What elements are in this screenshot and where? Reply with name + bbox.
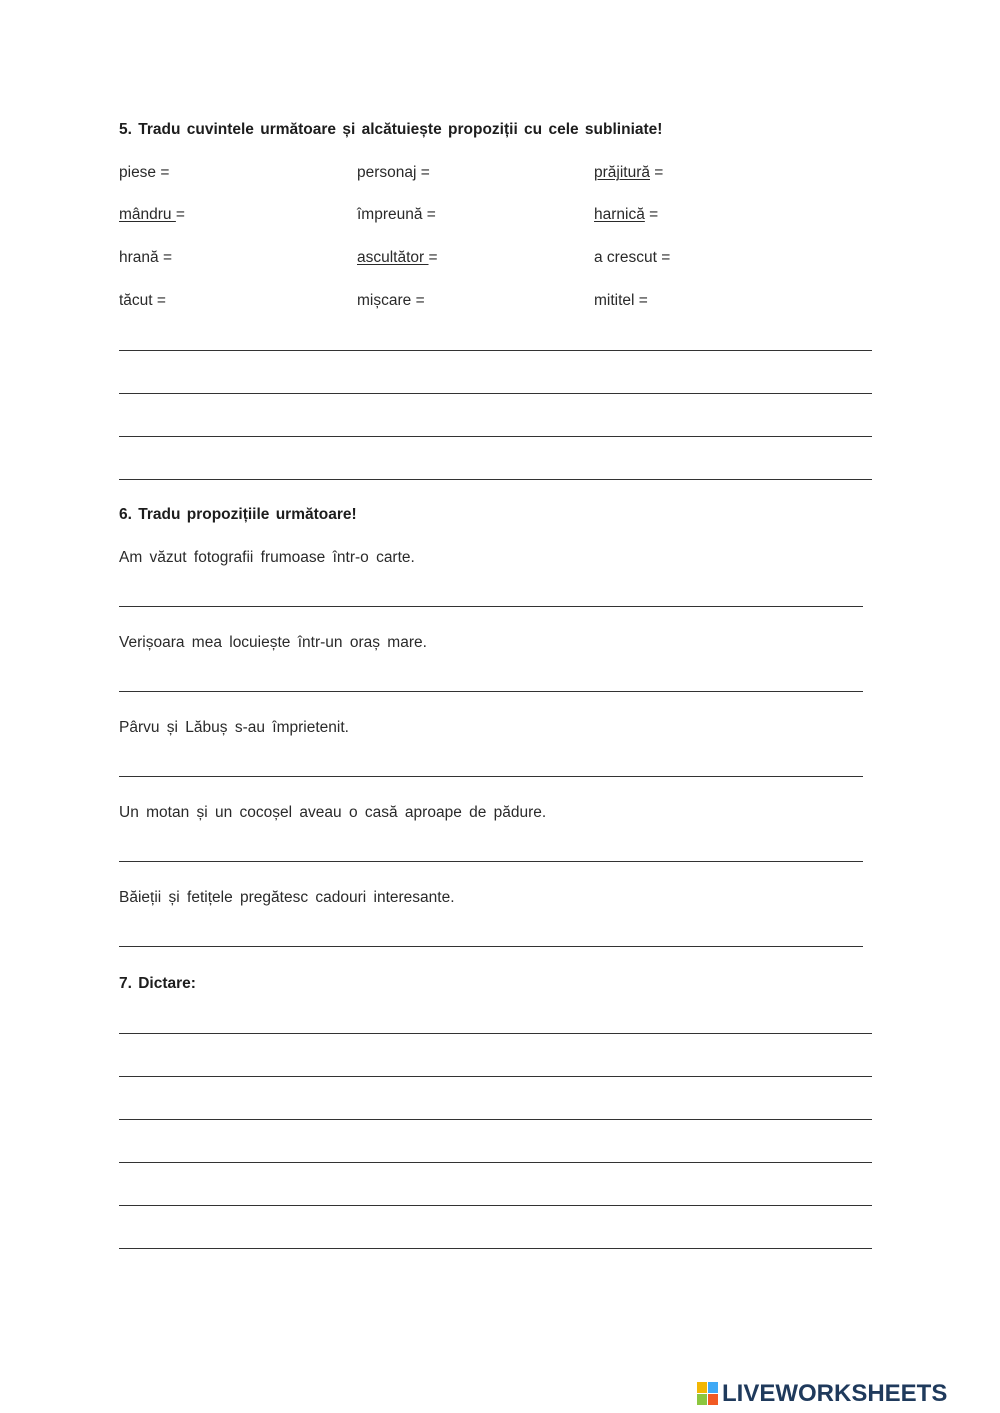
vocab-equals: = bbox=[411, 292, 425, 309]
vocab-equals: = bbox=[428, 249, 438, 266]
vocab-word: a crescut bbox=[594, 249, 657, 266]
section-7-heading: 7. Dictare: bbox=[119, 975, 196, 992]
vocab-item bbox=[357, 249, 438, 267]
liveworksheets-logo bbox=[697, 1380, 947, 1408]
dictation-line[interactable] bbox=[119, 1162, 872, 1163]
vocab-item bbox=[594, 292, 648, 310]
vocab-word: personaj bbox=[357, 164, 417, 181]
vocab-equals: = bbox=[152, 292, 166, 309]
translation-line[interactable] bbox=[119, 606, 863, 607]
sentence-5: Băieții și fetițele pregătesc cadouri interesante. bbox=[119, 889, 455, 906]
translation-line[interactable] bbox=[119, 691, 863, 692]
vocab-item bbox=[357, 164, 430, 182]
vocab-word: împreună bbox=[357, 206, 423, 223]
vocab-word: hrană bbox=[119, 249, 159, 266]
answer-line[interactable] bbox=[119, 393, 872, 394]
dictation-line[interactable] bbox=[119, 1119, 872, 1120]
vocab-equals: = bbox=[158, 249, 173, 266]
vocab-word: mititel bbox=[594, 292, 635, 309]
vocab-item bbox=[119, 164, 169, 182]
dictation-line[interactable] bbox=[119, 1248, 872, 1249]
vocab-equals: = bbox=[422, 206, 436, 223]
logo-blocks-icon bbox=[697, 1382, 719, 1406]
translation-line[interactable] bbox=[119, 861, 863, 862]
vocab-word-underlined: mândru bbox=[119, 206, 176, 223]
dictation-line[interactable] bbox=[119, 1205, 872, 1206]
vocab-word-underlined: ascultător bbox=[357, 249, 429, 266]
vocab-item bbox=[119, 249, 172, 267]
sentence-3: Pârvu și Lăbuș s-au împrietenit. bbox=[119, 719, 349, 736]
answer-line[interactable] bbox=[119, 479, 872, 480]
sentence-2: Verișoara mea locuiește într-un oraș mare. bbox=[119, 634, 427, 651]
vocab-word-underlined: prăjitură bbox=[594, 164, 650, 181]
section-5-heading: 5. Tradu cuvintele următoare și alcătuiește propoziții cu cele subliniate! bbox=[119, 121, 663, 138]
vocab-equals: = bbox=[416, 164, 430, 181]
translation-line[interactable] bbox=[119, 776, 863, 777]
vocab-equals: = bbox=[175, 206, 185, 223]
vocab-equals: = bbox=[650, 164, 664, 181]
vocab-item bbox=[357, 206, 436, 224]
vocab-word: piese bbox=[119, 164, 157, 181]
dictation-line[interactable] bbox=[119, 1076, 872, 1077]
vocab-item bbox=[119, 292, 166, 310]
vocab-item bbox=[357, 292, 425, 310]
sentence-4: Un motan și un cocoșel aveau o casă aproape de pădure. bbox=[119, 804, 547, 821]
vocab-equals: = bbox=[634, 292, 648, 309]
vocab-equals: = bbox=[656, 249, 671, 266]
vocab-item bbox=[594, 206, 658, 224]
translation-line[interactable] bbox=[119, 946, 863, 947]
vocab-word: mișcare bbox=[357, 292, 412, 309]
vocab-word: tăcut bbox=[119, 292, 153, 309]
dictation-line[interactable] bbox=[119, 1033, 872, 1034]
vocab-equals: = bbox=[156, 164, 170, 181]
vocab-equals: = bbox=[644, 206, 659, 223]
vocab-word-underlined: harnică bbox=[594, 206, 645, 223]
sentence-1: Am văzut fotografii frumoase într-o carte. bbox=[119, 549, 415, 566]
section-6-heading: 6. Tradu propozițiile următoare! bbox=[119, 506, 357, 523]
answer-line[interactable] bbox=[119, 350, 872, 351]
vocab-item bbox=[594, 249, 670, 267]
logo-text: LIVEWORKSHEETS bbox=[722, 1380, 948, 1407]
answer-line[interactable] bbox=[119, 436, 872, 437]
vocab-item bbox=[594, 164, 663, 182]
vocab-item bbox=[119, 206, 185, 224]
